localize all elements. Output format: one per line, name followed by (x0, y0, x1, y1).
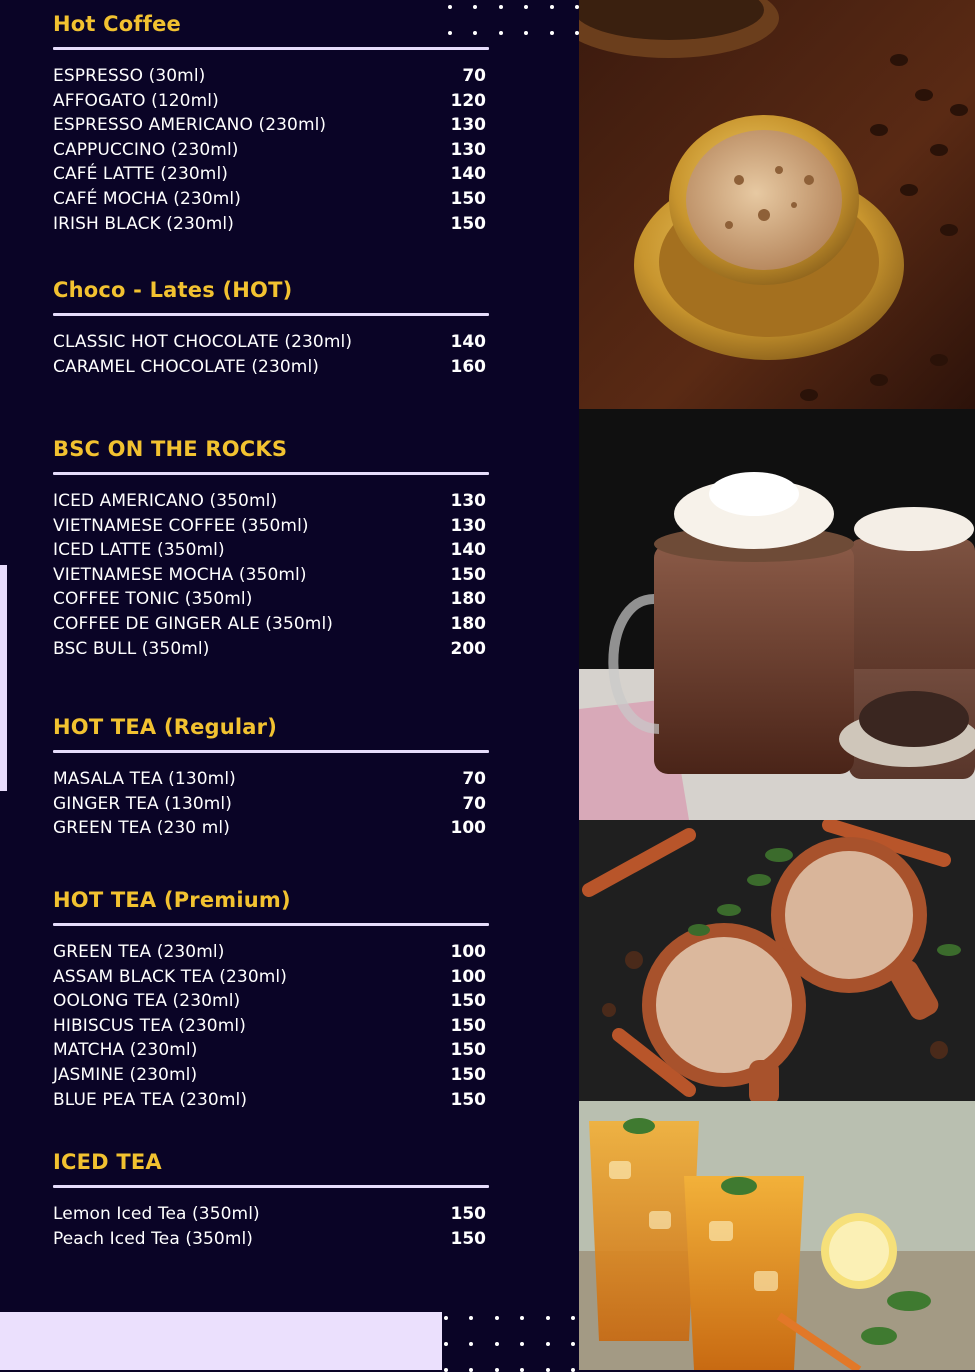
item-price: 180 (450, 589, 486, 610)
decorative-dot (550, 31, 554, 35)
item-price: 130 (450, 515, 486, 536)
menu-item (53, 66, 489, 91)
item-price: 150 (450, 564, 486, 585)
item-price: 70 (462, 793, 486, 814)
decorative-dot (473, 5, 477, 9)
section-divider (53, 313, 489, 316)
decorative-dot (524, 5, 528, 9)
menu-item (53, 491, 489, 516)
item-name: JASMINE (230ml) (53, 1064, 198, 1085)
menu-item (53, 1090, 489, 1115)
item-name: AFFOGATO (120ml) (53, 90, 219, 111)
item-name: ASSAM BLACK TEA (230ml) (53, 966, 287, 987)
item-name: ICED AMERICANO (350ml) (53, 491, 278, 511)
menu-item (53, 1204, 489, 1229)
section-divider (53, 47, 489, 50)
section-choco-lates (53, 277, 489, 381)
menu-item (53, 1040, 489, 1065)
item-price: 160 (450, 356, 486, 377)
decorative-dot (444, 1342, 448, 1346)
decorative-dot (499, 5, 503, 9)
item-price: 150 (450, 213, 486, 234)
menu-item (53, 967, 489, 992)
item-name: MASALA TEA (130ml) (53, 769, 236, 789)
menu-item (53, 565, 489, 590)
menu-item (53, 639, 489, 664)
item-price: 150 (450, 1089, 486, 1110)
decorative-dot (444, 1316, 448, 1320)
decorative-dot (520, 1316, 524, 1320)
item-list (53, 769, 489, 843)
decorative-dot (520, 1342, 524, 1346)
item-name: CAFÉ LATTE (230ml) (53, 164, 229, 185)
item-price: 140 (450, 540, 486, 561)
item-price: 150 (450, 991, 486, 1012)
item-price: 150 (450, 1204, 486, 1224)
item-name: BLUE PEA TEA (230ml) (53, 1089, 248, 1110)
item-price: 70 (462, 66, 486, 86)
item-name: GREEN TEA (230 ml) (53, 818, 230, 839)
item-price: 100 (450, 966, 486, 987)
section-divider (53, 472, 489, 475)
item-name: COFFEE DE GINGER ALE (350ml) (53, 613, 334, 634)
item-price: 150 (450, 1015, 486, 1036)
decorative-dot (448, 5, 452, 9)
section-divider (53, 750, 489, 753)
menu-item (53, 614, 489, 639)
decorative-dot (524, 31, 528, 35)
menu-item (53, 794, 489, 819)
item-name: HIBISCUS TEA (230ml) (53, 1015, 246, 1036)
section-divider (53, 923, 489, 926)
menu-item (53, 357, 489, 382)
menu-item (53, 115, 489, 140)
item-price: 100 (450, 818, 486, 839)
menu-item (53, 589, 489, 614)
menu-item (53, 140, 489, 165)
item-price: 130 (450, 139, 486, 160)
section-title: Hot Coffee (53, 12, 181, 36)
menu-item (53, 214, 489, 239)
item-price: 140 (450, 332, 486, 352)
decorative-dot (495, 1316, 499, 1320)
photo-iced-tea (579, 1101, 975, 1370)
item-price: 180 (450, 613, 486, 634)
section-title: ICED TEA (53, 1150, 162, 1174)
item-name: IRISH BLACK (230ml) (53, 213, 234, 234)
decorative-dot (495, 1368, 499, 1372)
item-price: 70 (462, 769, 486, 789)
item-name: OOLONG TEA (230ml) (53, 991, 241, 1012)
decorative-bottom-bar (0, 1312, 442, 1370)
item-price: 140 (450, 164, 486, 185)
menu-item (53, 332, 489, 357)
menu-item (53, 1229, 489, 1254)
item-list (53, 66, 489, 238)
item-list (53, 942, 489, 1114)
section-divider (53, 1185, 489, 1188)
item-price: 100 (450, 942, 486, 962)
item-price: 150 (450, 188, 486, 209)
section-title: Choco - Lates (HOT) (53, 278, 293, 302)
photo-filter-coffee (579, 0, 975, 409)
decorative-dot (469, 1342, 473, 1346)
decorative-dot (571, 1368, 575, 1372)
item-name: CAPPUCCINO (230ml) (53, 139, 239, 160)
menu-item (53, 818, 489, 843)
item-price: 150 (450, 1228, 486, 1249)
menu-item (53, 91, 489, 116)
decorative-dot (550, 5, 554, 9)
item-price: 150 (450, 1040, 486, 1061)
item-name: COFFEE TONIC (350ml) (53, 589, 253, 610)
item-name: GINGER TEA (130ml) (53, 793, 232, 814)
item-name: VIETNAMESE COFFEE (350ml) (53, 515, 309, 536)
decorative-dot (571, 1316, 575, 1320)
decorative-dot (546, 1316, 550, 1320)
item-name: ICED LATTE (350ml) (53, 540, 225, 561)
menu-item (53, 189, 489, 214)
item-name: CAFÉ MOCHA (230ml) (53, 188, 241, 209)
item-price: 130 (450, 491, 486, 511)
section-iced-tea (53, 1149, 489, 1253)
item-list (53, 491, 489, 663)
item-name: BSC BULL (350ml) (53, 638, 210, 659)
menu-item (53, 991, 489, 1016)
item-name: MATCHA (230ml) (53, 1040, 198, 1061)
item-price: 130 (450, 115, 486, 136)
decorative-dot (495, 1342, 499, 1346)
decorative-dot (469, 1316, 473, 1320)
item-price: 150 (450, 1064, 486, 1085)
section-on-the-rocks (53, 436, 489, 663)
section-title: HOT TEA (Premium) (53, 888, 291, 912)
photo-masala-chai (579, 820, 975, 1101)
section-hot-coffee (53, 11, 489, 238)
decorative-side-tab (0, 565, 7, 791)
item-list (53, 332, 489, 381)
item-list (53, 1204, 489, 1253)
photo-hot-chocolate (579, 409, 975, 820)
menu-item (53, 540, 489, 565)
menu-item (53, 942, 489, 967)
item-price: 120 (450, 90, 486, 111)
menu-item (53, 164, 489, 189)
item-name: CARAMEL CHOCOLATE (230ml) (53, 356, 320, 377)
menu-item (53, 1065, 489, 1090)
decorative-dot (469, 1368, 473, 1372)
menu-item (53, 1016, 489, 1041)
section-hot-tea-premium (53, 887, 489, 1114)
menu-item (53, 516, 489, 541)
decorative-dot (546, 1342, 550, 1346)
section-title: BSC ON THE ROCKS (53, 437, 288, 461)
menu-item (53, 769, 489, 794)
decorative-dot (499, 31, 503, 35)
decorative-dot (520, 1368, 524, 1372)
item-name: VIETNAMESE MOCHA (350ml) (53, 564, 307, 585)
item-name: ESPRESSO AMERICANO (230ml) (53, 115, 327, 136)
section-title: HOT TEA (Regular) (53, 715, 278, 739)
section-hot-tea-regular (53, 714, 489, 843)
decorative-dot (571, 1342, 575, 1346)
decorative-dot (444, 1368, 448, 1372)
item-price: 200 (450, 638, 486, 659)
decorative-dot (546, 1368, 550, 1372)
item-name: Lemon Iced Tea (350ml) (53, 1204, 260, 1224)
item-name: CLASSIC HOT CHOCOLATE (230ml) (53, 332, 353, 352)
item-name: Peach Iced Tea (350ml) (53, 1228, 254, 1249)
item-name: ESPRESSO (30ml) (53, 66, 206, 86)
item-name: GREEN TEA (230ml) (53, 942, 225, 962)
decorative-dots-bottom (440, 1310, 579, 1370)
